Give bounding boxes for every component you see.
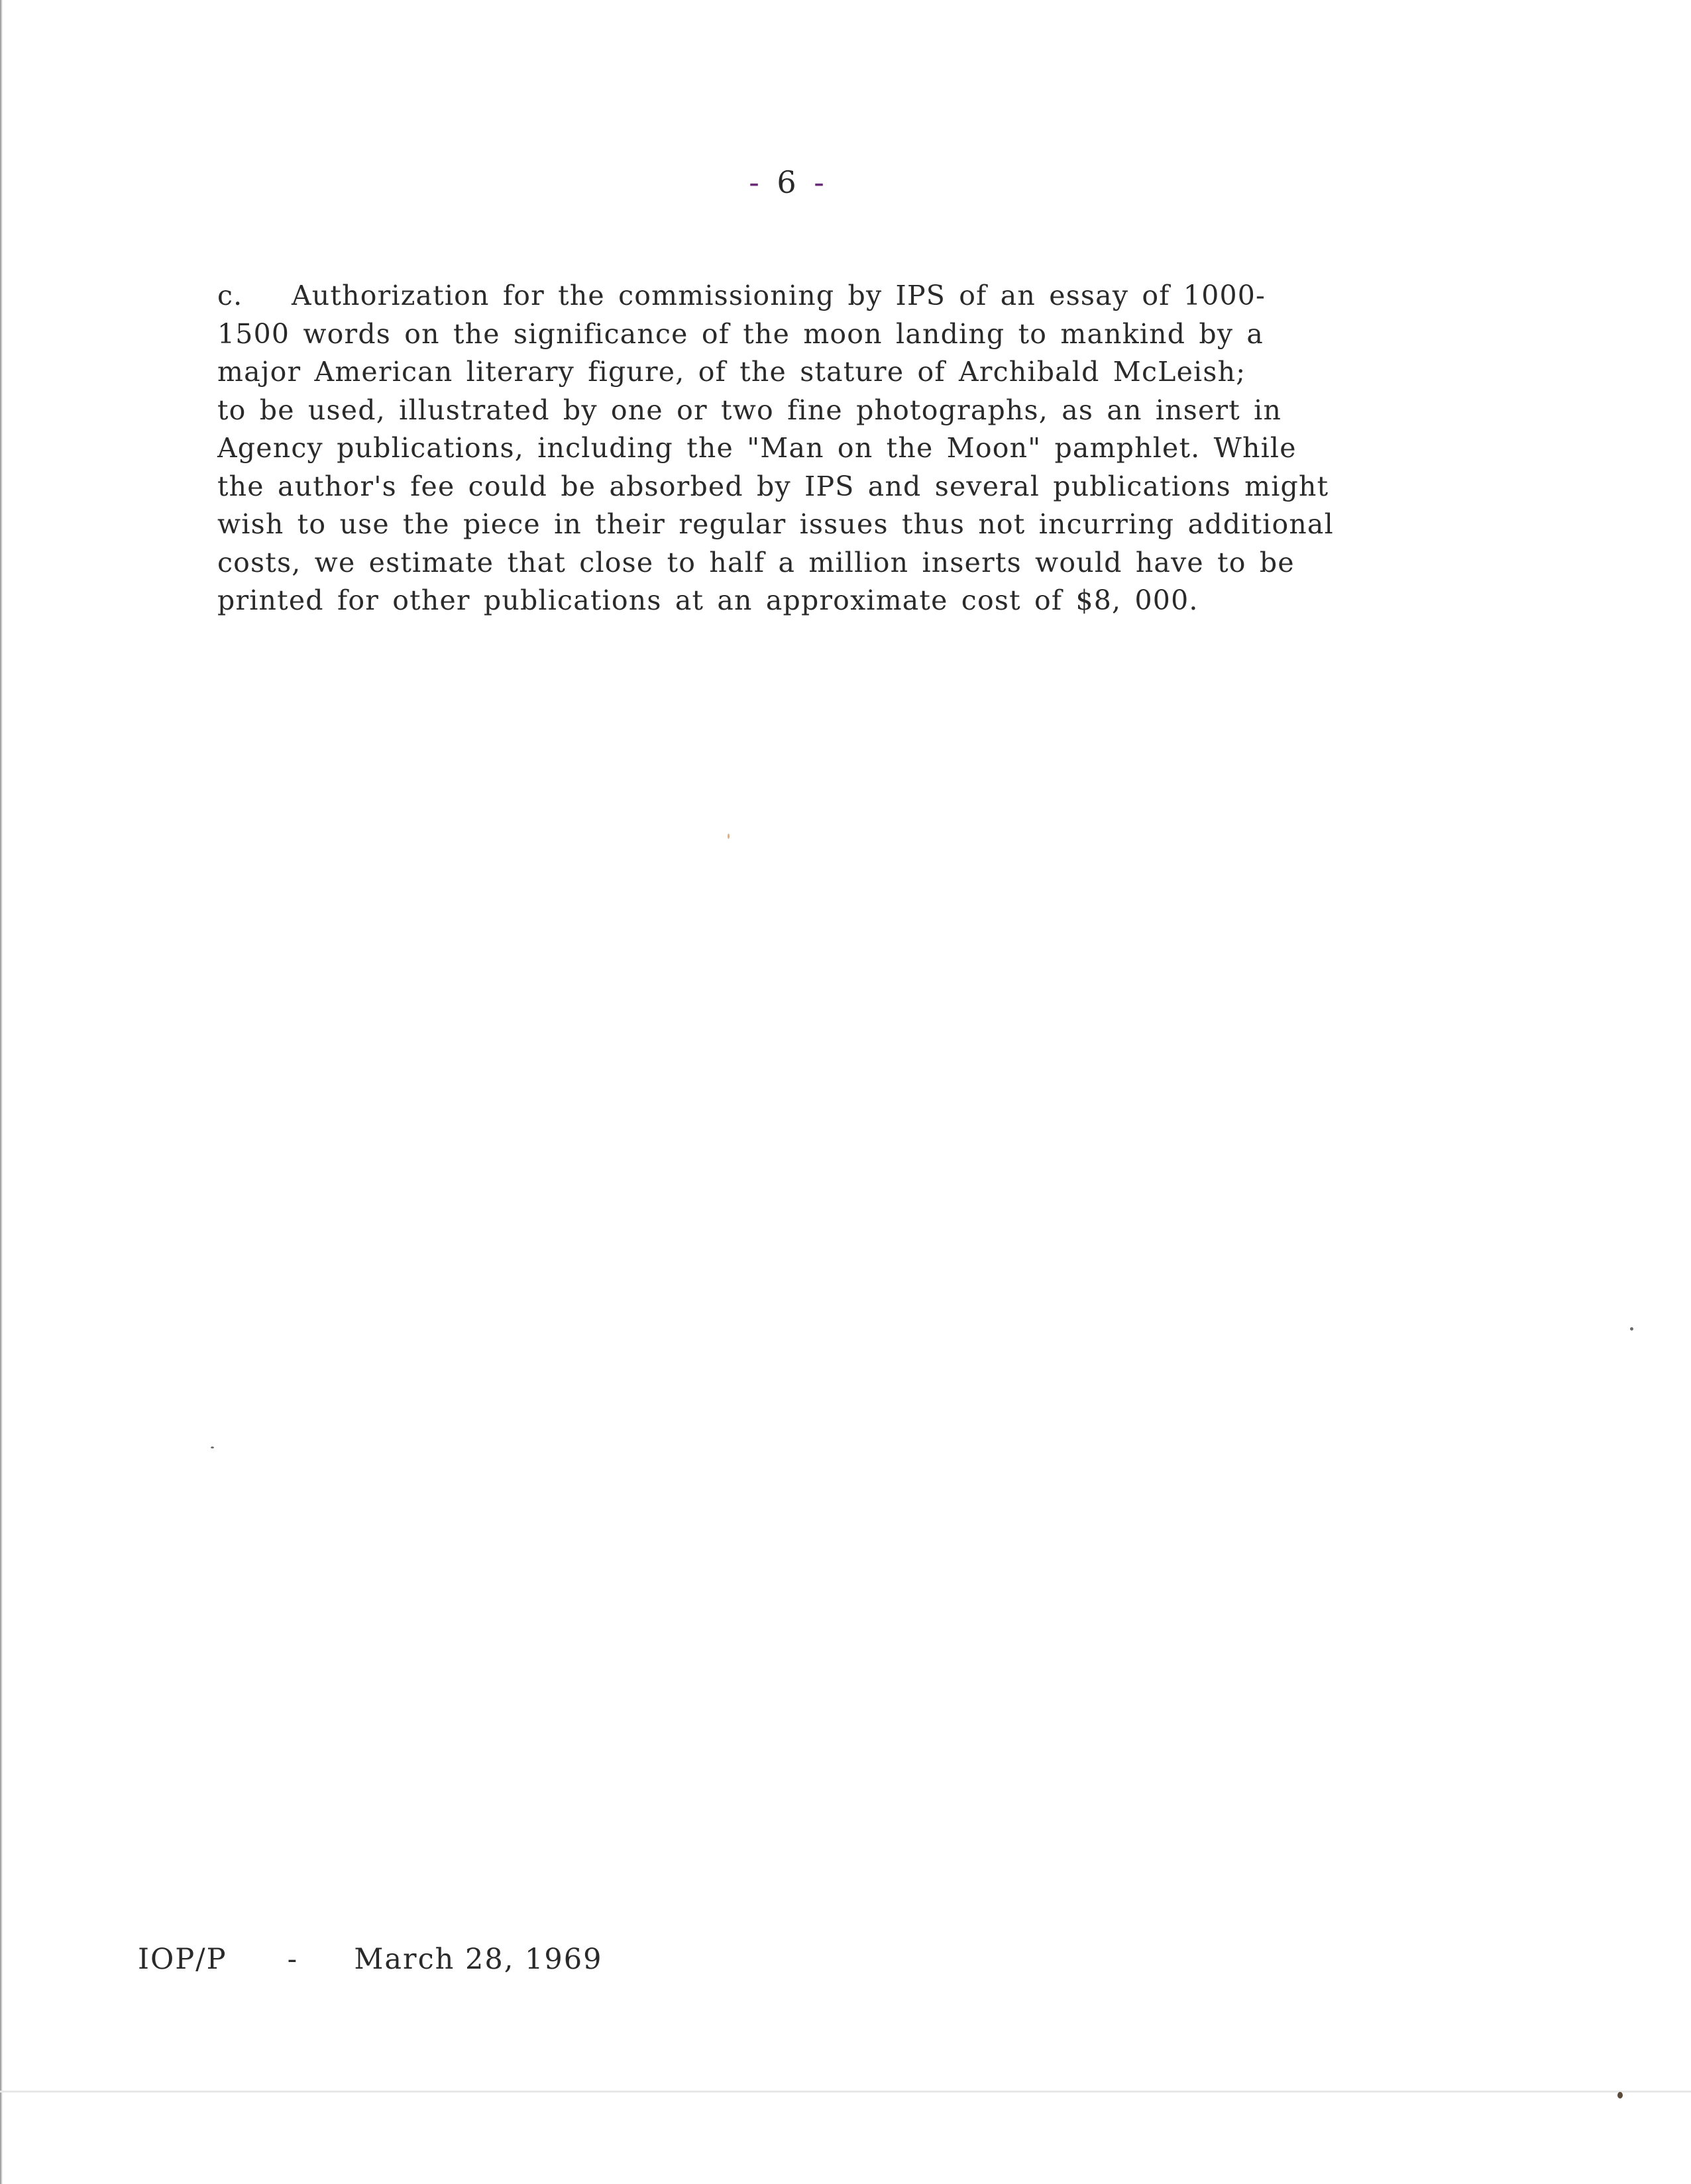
paragraph-line-text: Authorization for the commissioning by IPS of an essay of 1000-	[292, 280, 1266, 311]
paragraph-c	[217, 277, 1463, 620]
footer-date: March 28, 1969	[354, 1943, 603, 1976]
page-bottom-edge	[0, 2091, 1691, 2093]
paragraph-line: costs, we estimate that close to half a million inserts would have to be	[217, 546, 1295, 578]
scan-speck	[211, 1447, 214, 1448]
footer	[138, 1943, 603, 1976]
paragraph-line: printed for other publications at an approximate cost of $8, 000.	[217, 584, 1199, 616]
page-number	[729, 164, 848, 200]
scan-speck	[1617, 2092, 1623, 2099]
scan-speck	[1630, 1327, 1633, 1331]
footer-separator: -	[287, 1943, 299, 1976]
page-number-right-dash: -	[814, 164, 828, 200]
scan-speck	[728, 834, 730, 839]
paragraph-line: 1500 words on the significance of the moon landing to mankind by a	[217, 317, 1264, 350]
paragraph-line	[217, 277, 1463, 315]
paragraph-line: to be used, illustrated by one or two fine photographs, as an insert in	[217, 394, 1282, 426]
paragraph-line: the author's fee could be absorbed by IPS and several publications might	[217, 470, 1329, 502]
page-number-value: 6	[777, 164, 800, 200]
footer-office-code: IOP/P	[138, 1943, 227, 1976]
page-edge	[0, 0, 3, 2184]
page-number-left-dash: -	[749, 164, 763, 200]
paragraph-line: wish to use the piece in their regular issues thus not incurring additional	[217, 508, 1334, 540]
paragraph-line: Agency publications, including the "Man on the Moon" pamphlet. While	[217, 432, 1297, 464]
item-label: c.	[217, 280, 243, 311]
paragraph-line: major American literary figure, of the stature of Archibald McLeish;	[217, 356, 1246, 388]
